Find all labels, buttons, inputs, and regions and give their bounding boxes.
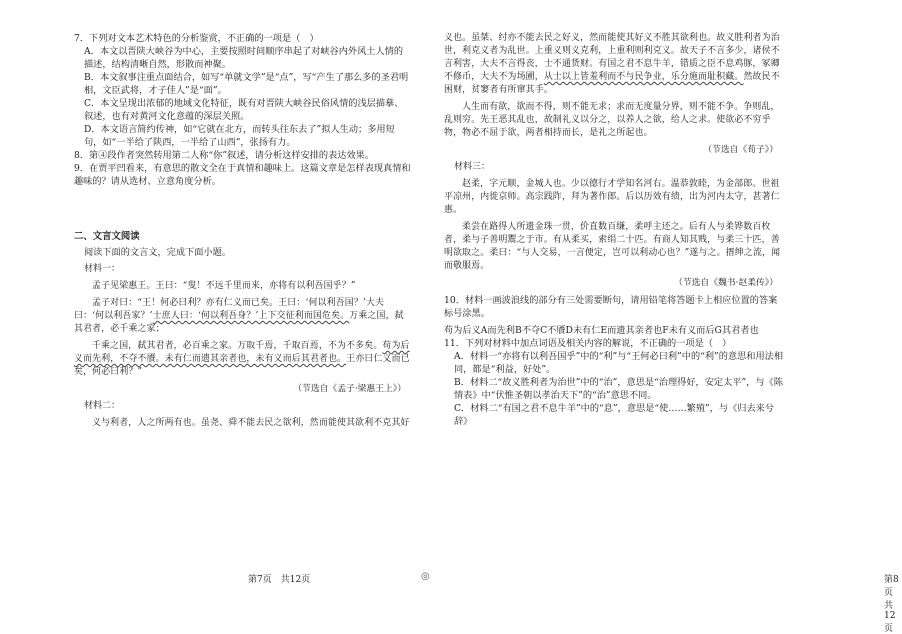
material-2-para-1-cont [444,32,784,97]
m2-p1-text-a: 义也。虽桀、纣亦不能去民之好义，然而能使其好义不胜其欲利也。故义胜利者为治世，利克义者为乱世。上重义则义克利，上重利则利克义。故天子不言多少，诸侯不言利害，大夫不言得丧，士不通货财。有国之君不息牛羊，错质之臣不息鸡豚，冢卿不修币，大夫不为场圃， [444,33,780,82]
material-1-para-3 [74,340,412,379]
material-2-para-2: 人生而有欲，欲而不得，则不能无求；求而无度量分界，则不能不争。争则乱，乱则穷。先王恶其乱也，故制礼义以分之，以养人之欲，给人之求。使欲必不穷乎物，物必不屈于欲，两者相持而长，是礼之所起也。 [444,102,780,138]
q11-option-a: A．材料一“亦将有以利吾国乎”中的“利”与“王何必曰利”中的“利”的意思和用法相同，都是“利益，好处”。 [454,351,784,375]
m2-p1-text-b: 然故民不困财，贫窭者有所窜其手。 [444,72,780,95]
material-2-para-1-start: 义与利者，人之所两有也。虽尧、舜不能去民之欲利，然而能使其欲利不克其好 [92,418,410,428]
question-10-sentence: 苟为后义A而先利B不夺C不餍D未有仁E而遗其亲者也F未有义而后G其君者也 [444,325,759,336]
question-8: 8．第④段作者突然转用第二人称“你”叙述，请分析这样安排的表达效果。 [74,150,375,161]
q7-option-b: B．本文叙事注重点面结合，如写“单就文学”是“点”，写“产生了那么多的圣君明相，文臣武将，才子佳人”是“面”。 [84,72,409,96]
material-1-para-2 [74,297,412,336]
q7-option-d: D．本文语言简约传神，如“它就在北方，而转头往东去了”拟人生动；多用短句，如“一半给了陕西，一半给了山西”，张扬有力。 [84,124,395,148]
m1-p2-text-b: ‘何以利吾家？’ [92,311,153,321]
m1-p3-text-b: 王亦曰仁义而已矣，何必曰利？” [74,354,410,377]
material-1-label: 材料一： [84,264,121,274]
m2-p1-underline: 从士以上皆羞利而不与民争业，乐分施而耻积藏。 [543,72,744,82]
left-column [74,32,412,430]
binding-hole-icon: ◎ [421,571,430,582]
section-2-intro: 阅读下面的文言文，完成下面小题。 [84,247,231,258]
material-1-para-1: 孟子见梁惠王。王曰：“叟！不远千里而来，亦将有以利吾国乎？” [92,281,356,291]
m1-p2-text-c: 万乘之国，弑其君者，必千乘之家； [74,311,404,334]
material-3-para-2: 柔尝在路得人所遗金珠一贯，价直数百缣，柔呼主还之。后有人与柔铧数百枚者，柔与子善明鬻之于市。有从柔买，索绢二十匹。有商人知其贱，与柔三十匹，善明欲取之。柔曰：“与人交易，一言便定，岂可以利动心也？”遂与之。搢绅之流，闻而敬服焉。 [444,222,781,271]
m1-p3-wavy-underline: 苟为后义而先利，不夺不餍。未有仁而遗其亲者也，未有义而后其君者也。 [74,341,410,364]
right-page [430,0,902,634]
material-2-source: （节选自《荀子》） [703,145,778,155]
question-11: 11．下列对材料中加点词语及相关内容的解说，不正确的一项是（ ） [444,338,732,349]
right-page-footer: 第8页 共12页 [884,575,902,634]
material-2-label: 材料二： [84,401,121,411]
m1-p2-wavy-underline: 士庶人曰：‘何以利吾身？’上下交征利而国危矣。 [152,311,350,321]
q7-option-a: A．本文以晋陕大峡谷为中心，主要按照时间顺序串起了对峡谷内外风土人情的描述，结构清晰自然，形散而神聚。 [84,46,404,70]
question-9: 9．在贾平凹看来，有意思的散文全在于真情和趣味上。这篇文章是怎样表现真情和趣味的？请从选材、立意角度分析。 [74,163,411,187]
m1-p3-text-a: 千乘之国，弑其君者，必百乘之家。万取千焉，千取百焉，不为不多矣。 [92,341,383,351]
m1-p2-text-a: 孟子对曰：“王！何必曰利？亦有仁义而已矣。王曰：‘何以利吾国？’大夫曰： [74,298,385,321]
material-3-label: 材料三： [454,162,491,172]
right-column [444,32,784,428]
question-10: 10．材料一画波浪线的部分有三处需要断句，请用铅笔将答题卡上相应位置的答案标号涂黑。 [444,295,778,319]
left-page [0,0,430,607]
material-3-para-1: 赵柔，字元顺，金城人也。少以德行才学知名河右。温恭敦睦，为金部郎。世祖平凉州，内徙京师。高宗践阼，拜为著作郎。后以历效有绩，出为河内太守，甚著仁惠。 [444,179,780,215]
q11-option-b: B．材料二“故义胜利者为治世”中的“治”，意思是“治理得好，安定太平”，与《陈情表》中“伏惟圣朝以孝治天下”的“治”意思不同。 [454,377,783,401]
left-page-footer: 第7页 共12页 [248,575,311,585]
q7-option-c: C．本文呈现出浓郁的地域文化特征，既有对晋陕大峡谷民俗风情的浅层描摹、叙述，也有对黄河文化意蕴的深层关照。 [84,98,404,122]
question-7: 7．下列对文本艺术特色的分析鉴赏，不正确的一项是（ ） [74,33,319,44]
section-2-title: 二、文言文阅读 [74,231,140,242]
material-3-source: （节选自《魏书·赵柔传》） [674,278,778,288]
q11-option-c: C．材料二“有国之君不息牛羊”中的“息”，意思是“使……繁殖”，与《归去来兮辞》 [454,403,775,427]
material-1-source: （节选自《孟子·梁惠王上》） [293,384,406,394]
